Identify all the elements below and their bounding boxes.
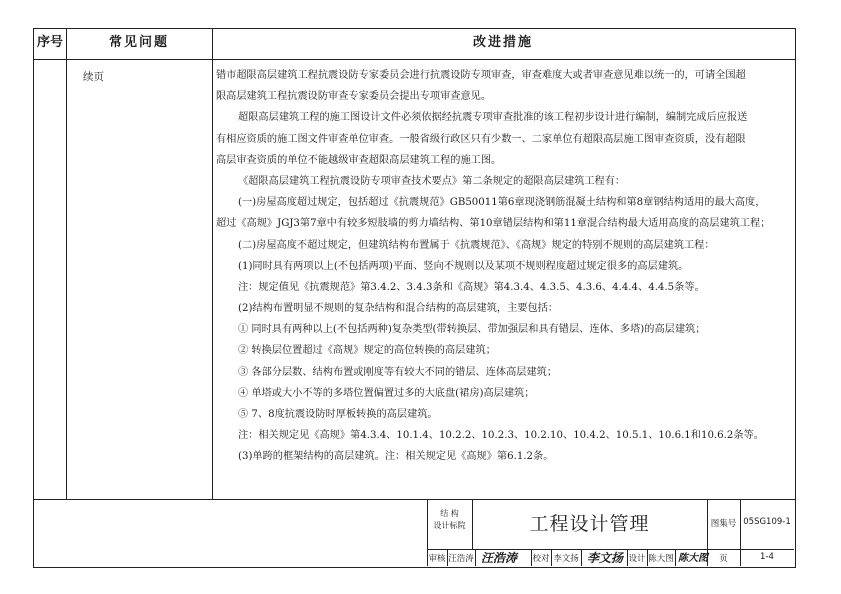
body-line: ③ 各部分层数、结构布置或刚度等有较大不同的错层、连体高层建筑； xyxy=(238,366,558,378)
page-label: 页 xyxy=(719,554,728,564)
designer-name: 陈大图 xyxy=(648,554,674,564)
checker-name: 李文扬 xyxy=(553,554,579,564)
title-block xyxy=(427,499,794,566)
body-line: 超限高层建筑工程的施工图设计文件必须依据经抗震专项审查批准的该工程初步设计进行编制，编制完成后应报送 xyxy=(238,112,748,124)
designer-signature: 陈大图 xyxy=(678,553,708,564)
body-line: ① 同时具有两种以上(不包括两种)复杂类型(带转换层、带加强层和具有错层、连体、多塔)的高层建筑； xyxy=(238,324,706,336)
designer-label: 设计 xyxy=(628,554,646,564)
body-line: 注：规定值见《抗震规范》第3.4.2、3.4.3条和《高规》第4.3.4、4.3.5、4.3.6、4.4.4、4.4.5条等。 xyxy=(238,281,705,293)
reviewer-name: 汪浩涛 xyxy=(448,554,474,564)
body-line: ② 转换层位置超过《高规》规定的高位转换的高层建筑； xyxy=(238,345,496,357)
col-divider-2 xyxy=(212,29,213,499)
measures-body xyxy=(216,65,794,468)
page-no: 1-4 xyxy=(760,552,774,562)
body-line: 高层审查资质的单位不能越级审查超限高层建筑工程的施工图。 xyxy=(216,154,502,166)
body-line: (3)单跨的框架结构的高层建筑。注：相关规定见《高规》第6.1.2条。 xyxy=(238,451,554,463)
reviewer-label: 审核 xyxy=(428,554,446,564)
main-title: 工程设计管理 xyxy=(529,513,650,535)
checker-signature: 李文扬 xyxy=(587,551,624,565)
body-line: (一)房屋高度超过规定，包括超过《抗震规范》GB50011第6章现浇钢筋混凝土结构和第8章钢结构适用的最大高度， xyxy=(238,197,766,209)
body-line: 超过《高规》JGJ3第7章中有较多短肢墙的剪力墙结构、第10章错层结构和第11章混合结构最大适用高度的高层建筑工程； xyxy=(216,218,771,230)
org-line-2: 设计标院 xyxy=(433,521,466,530)
body-line: (1)同时具有两项以上(不包括两项)平面、竖向不规则以及某项不规则程度超过规定很多的高层建筑。 xyxy=(238,260,689,272)
body-line: 《超限高层建筑工程抗震设防专项审查技术要点》第二条规定的超限高层建筑工程有： xyxy=(238,175,626,187)
header-col-measure: 改进措施 xyxy=(472,35,533,50)
col-divider-1 xyxy=(66,29,67,499)
body-line: 注：相关规定见《高规》第4.3.4、10.1.4、10.2.2、10.2.3、10.2.10、10.4.2、10.5.1、10.6.1和10.6.2条等。 xyxy=(238,430,764,442)
atlas-no: 05SG109-1 xyxy=(743,517,791,527)
body-line: ④ 单塔或大小不等的多塔位置偏置过多的大底盘(裙房)高层建筑； xyxy=(238,387,535,399)
reviewer-signature: 汪浩涛 xyxy=(481,551,518,565)
body-line: (二)房屋高度不超过规定，但建筑结构布置属于《抗震规范》、《高规》规定的特别不规则的高层建筑工程： xyxy=(238,239,715,251)
header-col-problem: 常见问题 xyxy=(108,35,169,50)
page-frame xyxy=(33,28,796,568)
body-line: (2)结构布置明显不规则的复杂结构和混合结构的高层建筑，主要包括： xyxy=(238,303,559,315)
atlas-no-label: 图集号 xyxy=(710,519,737,529)
org-line-1: 结 构 xyxy=(440,509,459,518)
body-line: 有相应资质的施工图文件审查单位审查。一般省级行政区只有少数一、二家单位有超限高层施工图审查资质，没有超限 xyxy=(216,133,746,145)
body-line: 限高层建筑工程抗震设防审查专家委员会提出专项审查意见。 xyxy=(216,91,492,103)
header-col-no: 序号 xyxy=(36,35,63,50)
body-line: ⑤ 7、8度抗震设防时厚板转换的高层建筑。 xyxy=(238,409,438,420)
header-divider xyxy=(34,59,795,60)
body-line: 错市超限高层建筑工程抗震设防专家委员会进行抗震设防专项审查，审查难度大或者审查意见难以统一的，可请全国超 xyxy=(216,70,746,81)
continued-label: 续页 xyxy=(83,71,104,83)
checker-label: 校对 xyxy=(532,554,550,564)
